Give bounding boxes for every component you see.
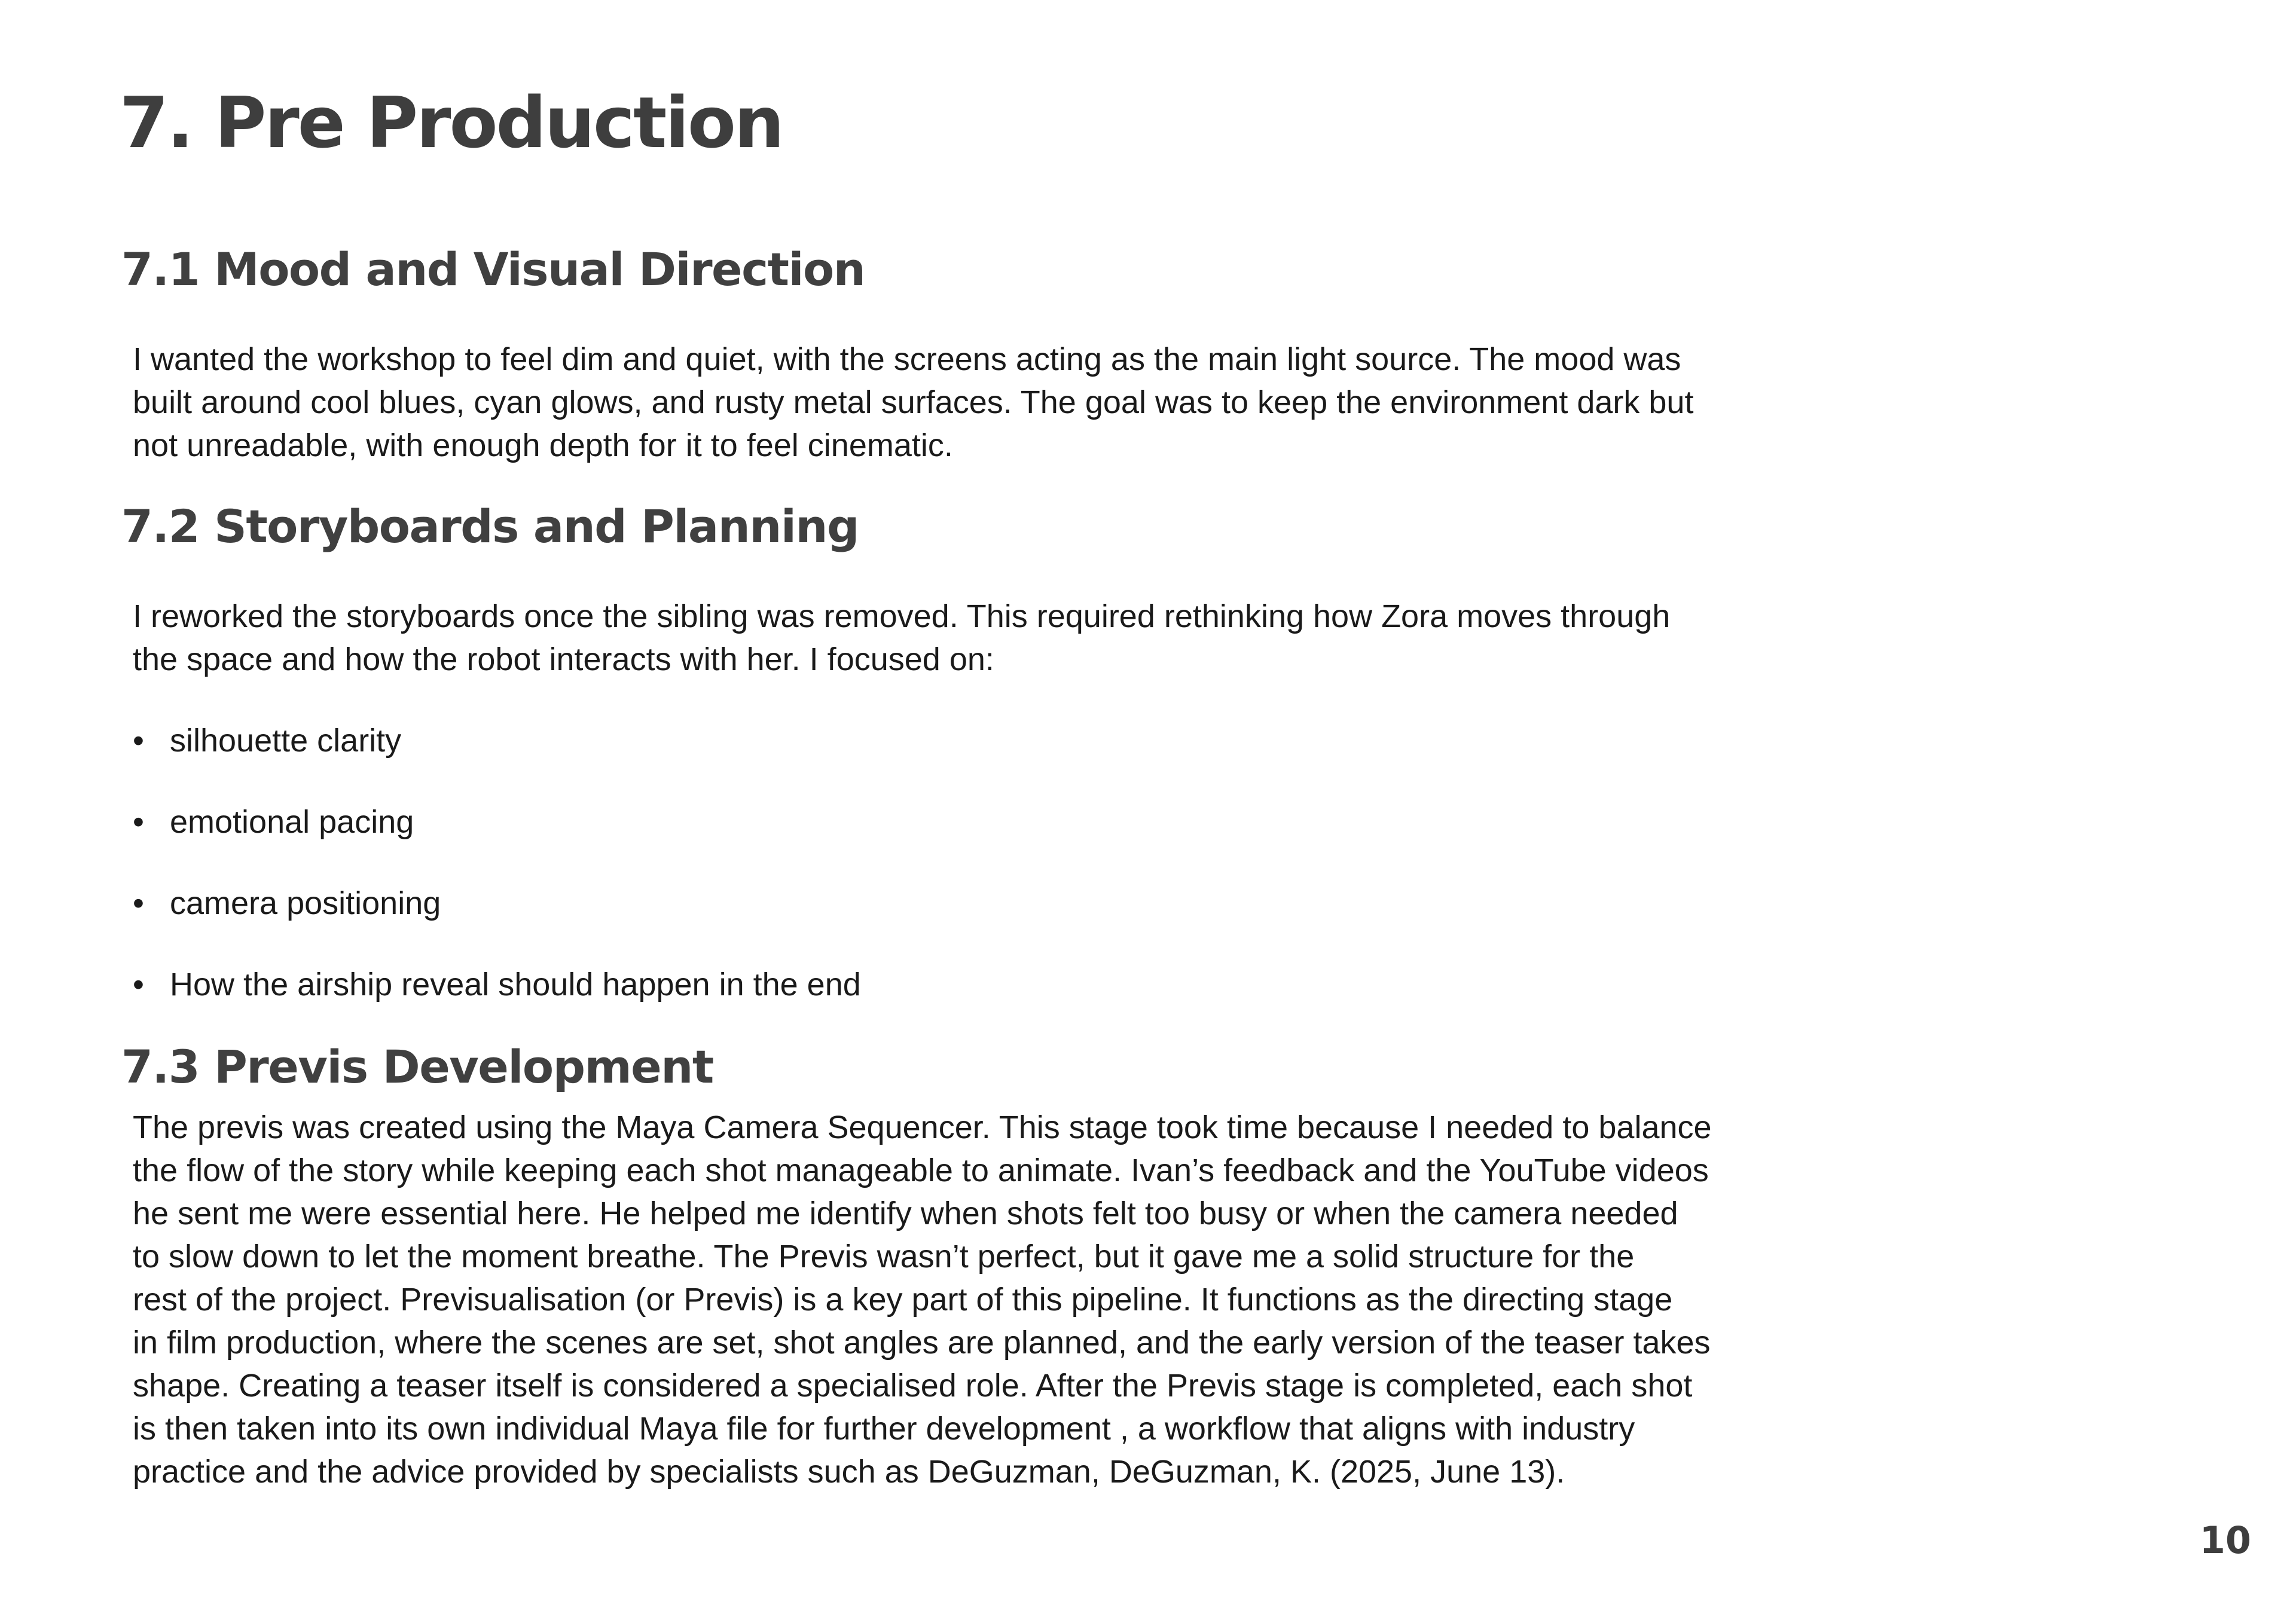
bullet-text: How the airship reveal should happen in the end: [170, 967, 861, 1002]
paragraph-line: built around cool blues, cyan glows, and rusty metal surfaces. The goal was to keep the environment dark but: [133, 384, 1694, 420]
bullet-icon: •: [133, 723, 144, 759]
paragraph-line: The previs was created using the Maya Camera Sequencer. This stage took time because I needed to balance: [133, 1109, 1712, 1145]
paragraph-line: in film production, where the scenes are set, shot angles are planned, and the early version of the teaser takes: [133, 1325, 1711, 1361]
bullet-icon: •: [133, 885, 144, 921]
bullet-item: [133, 882, 441, 925]
bullet-text: silhouette clarity: [170, 723, 402, 759]
section-heading-mood: 7.1 Mood and Visual Direction: [121, 243, 865, 296]
bullet-item: [133, 719, 401, 762]
paragraph-line: practice and the advice provided by specialists such as DeGuzman, DeGuzman, K. (2025, June 13).: [133, 1454, 1565, 1490]
bullet-icon: •: [133, 967, 144, 1002]
paragraph-line: he sent me were essential here. He helped me identify when shots felt too busy or when the camera needed: [133, 1196, 1678, 1231]
paragraph-line: shape. Creating a teaser itself is considered a specialised role. After the Previs stage is completed, each shot: [133, 1368, 1693, 1404]
paragraph-line: I wanted the workshop to feel dim and quiet, with the screens acting as the main light source. The mood was: [133, 341, 1681, 377]
paragraph-line: is then taken into its own individual Maya file for further development , a workflow that aligns with industry: [133, 1411, 1635, 1447]
storyboards-paragraph: [133, 595, 1670, 681]
paragraph-line: the flow of the story while keeping each shot manageable to animate. Ivan’s feedback and the YouTube videos: [133, 1153, 1709, 1188]
bullet-text: camera positioning: [170, 885, 441, 921]
page-title: 7. Pre Production: [120, 81, 783, 164]
bullet-item: [133, 800, 414, 843]
mood-paragraph: [133, 338, 1693, 467]
previs-paragraph: [133, 1106, 1712, 1493]
bullet-icon: •: [133, 804, 144, 840]
paragraph-line: I reworked the storyboards once the sibling was removed. This required rethinking how Zora moves through: [133, 598, 1671, 634]
paragraph-line: not unreadable, with enough depth for it to feel cinematic.: [133, 427, 953, 463]
bullet-text: emotional pacing: [170, 804, 414, 840]
page-number: 10: [2199, 1518, 2251, 1562]
section-heading-previs: 7.3 Previs Development: [121, 1040, 713, 1093]
section-heading-storyboards: 7.2 Storyboards and Planning: [121, 500, 859, 553]
paragraph-line: the space and how the robot interacts with her. I focused on:: [133, 641, 994, 677]
paragraph-line: rest of the project. Previsualisation (or Previs) is a key part of this pipeline. It functions as the directing stage: [133, 1282, 1673, 1318]
paragraph-line: to slow down to let the moment breathe. The Previs wasn’t perfect, but it gave me a solid structure for the: [133, 1239, 1635, 1274]
bullet-item: [133, 963, 861, 1006]
